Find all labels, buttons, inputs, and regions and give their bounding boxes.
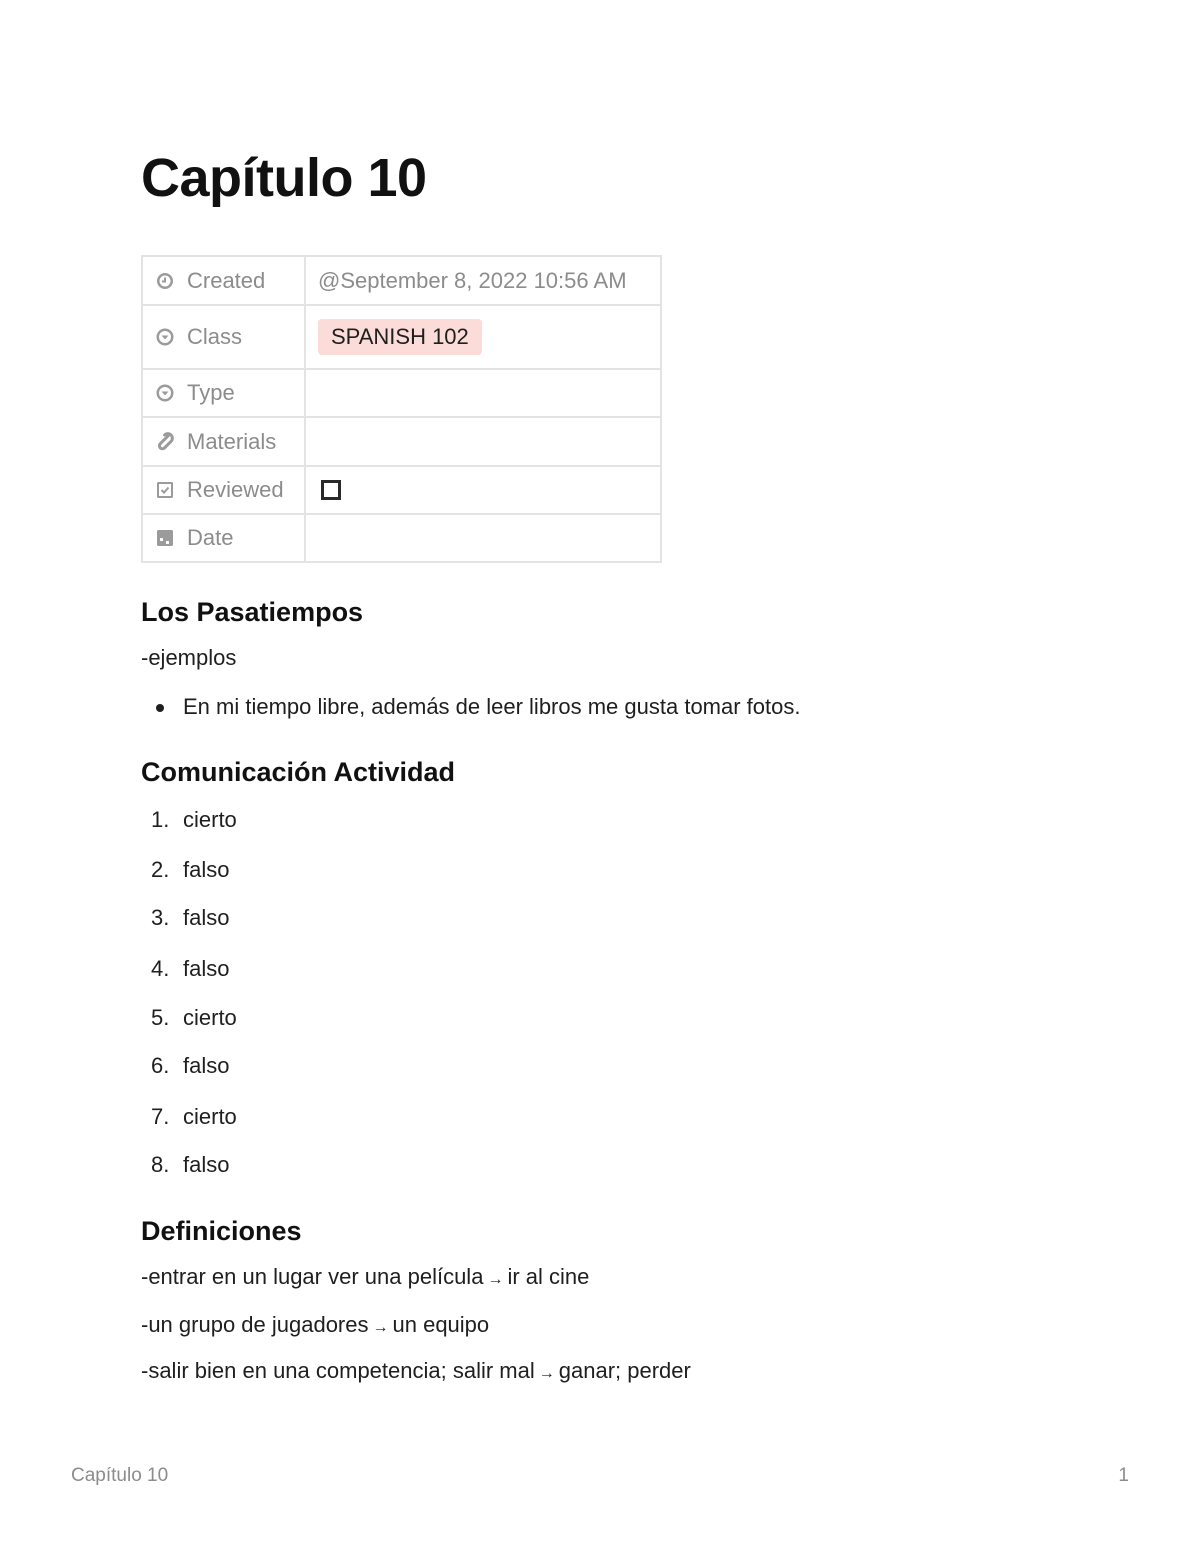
- definition-answer: ganar; perder: [558, 1358, 691, 1383]
- property-value-date[interactable]: [305, 514, 661, 562]
- list-number: 7.: [151, 1104, 170, 1129]
- properties-table: [141, 255, 662, 563]
- list-number: 4.: [151, 956, 170, 981]
- list-item: [151, 806, 237, 834]
- definition-term: -salir bien en una competencia; salir mal: [141, 1358, 535, 1383]
- list-number: 5.: [151, 1005, 170, 1030]
- page-title: Capítulo 10: [141, 148, 427, 208]
- list-number: 2.: [151, 857, 170, 882]
- property-row-reviewed: [142, 466, 661, 514]
- property-row-class: [142, 305, 661, 369]
- definition-answer: un equipo: [392, 1312, 490, 1337]
- list-number: 1.: [151, 807, 170, 832]
- property-label-materials: Materials: [187, 428, 277, 454]
- list-item: [151, 904, 229, 932]
- section-heading-definiciones: Definiciones: [141, 1216, 302, 1246]
- arrow-icon: →: [372, 1319, 389, 1336]
- definition-line: [141, 1357, 691, 1388]
- definition-term: -entrar en un lugar ver una película: [141, 1264, 484, 1289]
- property-label-type: Type: [187, 380, 235, 405]
- reviewed-checkbox[interactable]: [321, 480, 341, 500]
- property-row-materials: [142, 417, 661, 466]
- checkbox-icon: [155, 480, 175, 500]
- select-icon: [155, 383, 175, 403]
- list-item: [151, 856, 229, 884]
- property-key-reviewed: [142, 466, 305, 514]
- list-text: falso: [183, 956, 230, 981]
- property-value-created[interactable]: [305, 256, 661, 305]
- property-value-class[interactable]: [305, 305, 661, 369]
- list-item: [151, 1052, 229, 1080]
- bullet-text: En mi tiempo libre, además de leer libros me gusta tomar fotos.: [183, 694, 801, 719]
- list-text: falso: [183, 905, 230, 930]
- property-label-created: Created: [187, 267, 266, 293]
- pasatiempos-intro: -ejemplos: [141, 645, 237, 670]
- select-icon: [155, 327, 175, 347]
- paperclip-icon: [155, 432, 175, 452]
- section-heading-pasatiempos: Los Pasatiempos: [141, 597, 364, 627]
- property-label-class: Class: [187, 324, 243, 349]
- calendar-icon: [155, 528, 175, 548]
- class-tag[interactable]: SPANISH 102: [318, 319, 482, 355]
- definition-line: [141, 1311, 489, 1342]
- list-text: cierto: [183, 807, 237, 832]
- property-key-type: [142, 369, 305, 417]
- definition-answer: ir al cine: [507, 1264, 590, 1289]
- property-value-type[interactable]: [305, 369, 661, 417]
- property-label-reviewed: Reviewed: [187, 477, 284, 502]
- footer-title: Capítulo 10: [71, 1465, 169, 1486]
- property-row-date: [142, 514, 661, 562]
- list-text: cierto: [183, 1104, 237, 1129]
- list-number: 8.: [151, 1152, 170, 1177]
- property-value-materials[interactable]: [305, 417, 661, 466]
- list-item: [151, 1151, 229, 1179]
- list-item: [151, 1004, 237, 1032]
- list-number: 6.: [151, 1053, 170, 1078]
- definition-term: -un grupo de jugadores: [141, 1312, 369, 1337]
- list-text: falso: [183, 857, 230, 882]
- property-label-date: Date: [187, 525, 234, 550]
- definition-line: [141, 1263, 589, 1294]
- property-key-created: [142, 256, 305, 305]
- property-value-reviewed: [305, 466, 661, 514]
- list-number: 3.: [151, 905, 170, 930]
- property-key-materials: [142, 417, 305, 466]
- arrow-icon: →: [487, 1271, 504, 1288]
- list-text: falso: [183, 1152, 230, 1177]
- property-key-date: [142, 514, 305, 562]
- page-number: 1: [1118, 1465, 1129, 1486]
- list-text: cierto: [183, 1005, 237, 1030]
- bullet-icon: [156, 704, 164, 712]
- property-row-created: [142, 256, 661, 305]
- list-text: falso: [183, 1053, 230, 1078]
- clock-icon: [155, 271, 175, 291]
- arrow-icon: →: [538, 1365, 555, 1382]
- property-key-class: [142, 305, 305, 369]
- section-heading-comunicacion: Comunicación Actividad: [141, 757, 456, 787]
- property-row-type: [142, 369, 661, 417]
- list-item: [151, 955, 229, 983]
- created-date: @September 8, 2022 10:56 AM: [318, 267, 627, 293]
- list-item: [151, 1103, 237, 1131]
